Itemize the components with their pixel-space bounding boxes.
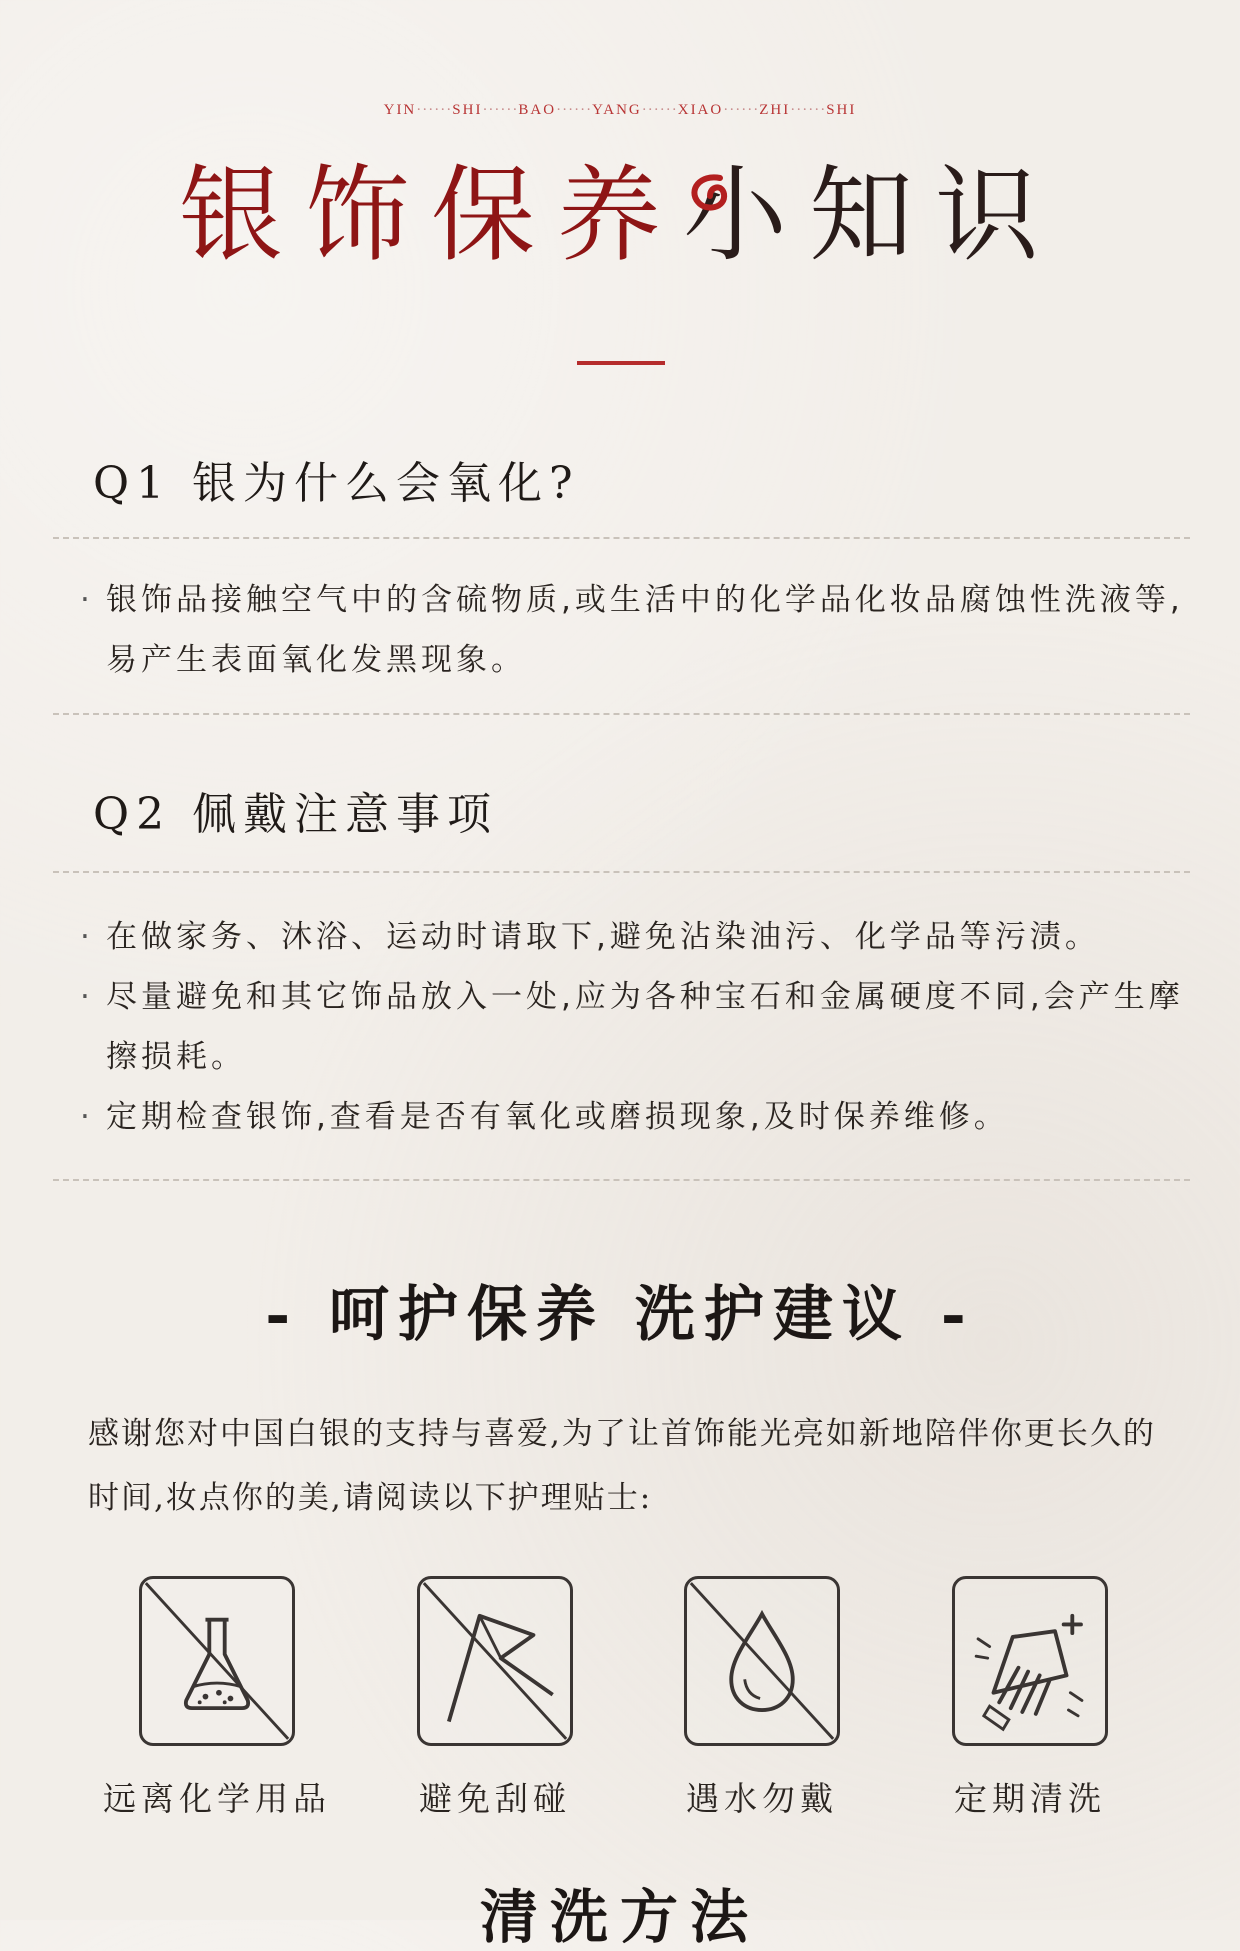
tip-card-no-chemicals	[139, 1576, 295, 1746]
page-title-part2: 小知识	[683, 154, 1062, 276]
tip-label: 遇水勿戴	[686, 1779, 838, 1818]
pinyin-syllable: XIAO	[677, 102, 724, 118]
no-bumping-icon	[420, 1579, 570, 1743]
faq-title-q2: Q2 佩戴注意事项	[93, 789, 499, 840]
pinyin-dots: ······	[416, 102, 453, 118]
pinyin-syllable: SHI	[452, 102, 483, 118]
pinyin-syllable: ZHI	[759, 102, 791, 118]
pinyin-dots: ······	[723, 102, 760, 118]
pinyin-dots: ······	[641, 102, 678, 118]
dashed-divider	[53, 1179, 1190, 1181]
faq-bullet	[80, 1087, 1210, 1147]
pinyin-syllable: BAO	[518, 102, 557, 118]
pinyin-syllable: YANG	[592, 102, 642, 118]
faq-bullet	[80, 967, 1210, 1087]
page-title-part1: 银饰保养	[178, 154, 683, 276]
faq-bullet-text: 尽量避免和其它饰品放入一处,应为各种宝石和金属硬度不同,会产生摩擦损耗。	[106, 979, 1184, 1075]
tip-label: 避免刮碰	[419, 1779, 571, 1818]
bullet-mark: ·	[80, 979, 94, 1015]
pinyin-dots: ······	[482, 102, 519, 118]
faq-title-q1: Q1 银为什么会氧化?	[93, 458, 580, 509]
tip-card-no-water	[684, 1576, 840, 1746]
pinyin-strip	[0, 102, 1240, 119]
dashed-divider	[53, 713, 1190, 715]
brush-swirl-icon	[680, 168, 750, 238]
dashed-divider	[53, 871, 1190, 873]
tip-label: 定期清洗	[954, 1779, 1106, 1818]
dashed-divider	[53, 537, 1190, 539]
faq-bullet-text: 定期检查银饰,查看是否有氧化或磨损现象,及时保养维修。	[106, 1099, 1009, 1135]
pinyin-dots: ······	[556, 102, 593, 118]
pinyin-syllable: SHI	[826, 102, 857, 118]
pinyin-syllable: YIN	[383, 102, 417, 118]
bullet-mark: ·	[80, 582, 94, 618]
no-water-icon	[687, 1579, 837, 1743]
faq-bullet	[80, 570, 1210, 690]
care-section-title: - 呵护保养 洗护建议 -	[265, 1280, 975, 1350]
next-section-title: 清洗方法	[479, 1883, 760, 1951]
tip-card-no-bumping	[417, 1576, 573, 1746]
pinyin-dots: ······	[790, 102, 827, 118]
care-intro: 感谢您对中国白银的支持与喜爱,为了让首饰能光亮如新地陪伴你更长久的时间,妆点你的美,请阅读以下护理贴士:	[88, 1416, 1156, 1516]
bullet-mark: ·	[80, 1099, 94, 1135]
bullet-mark: ·	[80, 919, 94, 955]
tip-card-cleaning	[952, 1576, 1108, 1746]
tip-label: 远离化学用品	[103, 1779, 331, 1818]
cleaning-cloth-icon	[955, 1579, 1105, 1743]
no-chemicals-icon	[142, 1579, 292, 1743]
title-divider	[577, 361, 665, 365]
page-title	[0, 154, 1240, 276]
faq-bullet-text: 在做家务、沐浴、运动时请取下,避免沾染油污、化学品等污渍。	[106, 919, 1100, 955]
faq-bullet-text: 银饰品接触空气中的含硫物质,或生活中的化学品化妆品腐蚀性洗液等,易产生表面氧化发黑现象。	[106, 582, 1184, 678]
faq-bullet	[80, 907, 1210, 967]
